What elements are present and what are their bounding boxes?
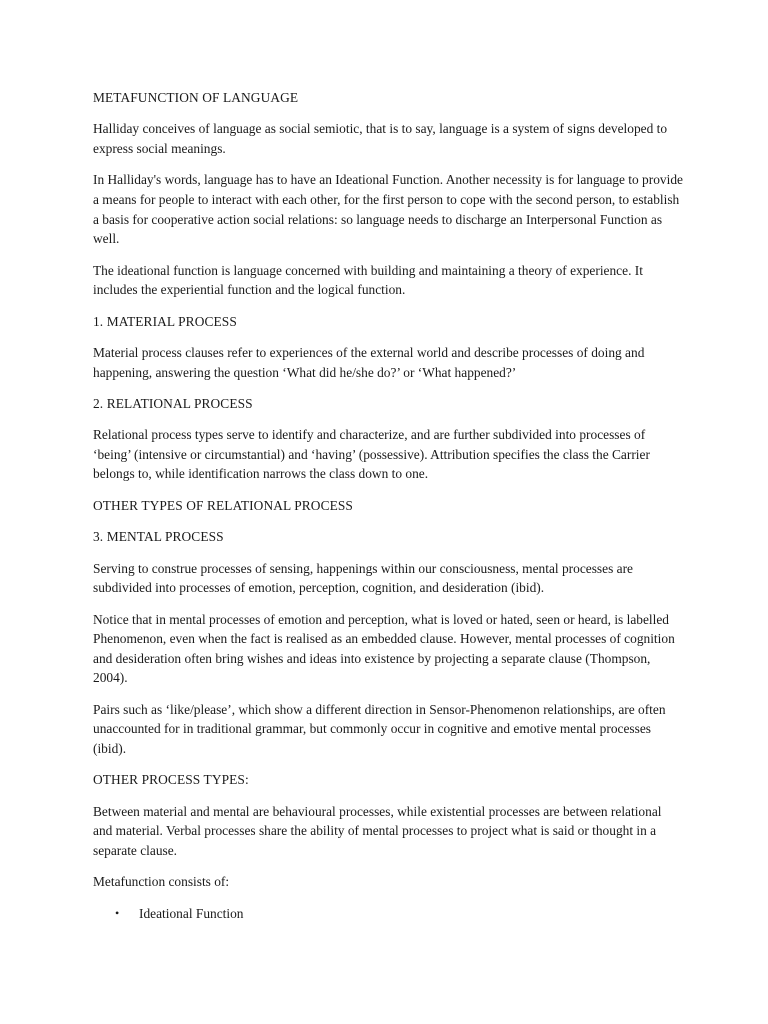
section-heading-relational: 2. RELATIONAL PROCESS: [93, 395, 253, 411]
document-title: METAFUNCTION OF LANGUAGE: [93, 90, 299, 105]
paragraph: Serving to construe processes of sensing, happenings within our consciousness, mental processes are subdivided into processes of emotion, perception, cognition, and desideration (ibid).: [93, 560, 633, 596]
section-heading-other-relational: OTHER TYPES OF RELATIONAL PROCESS: [93, 497, 353, 513]
list-item: [93, 904, 683, 924]
paragraph: In Halliday's words, language has to have an Ideational Function. Another necessity is for language to provide a means for people to interact with each other, for the first person to cope with the second person, to establish a basis for cooperative action social relations: so language needs to discharge an Interpersonal Function as well.: [93, 172, 683, 247]
section-heading-other-process: OTHER PROCESS TYPES:: [93, 772, 249, 788]
paragraph: Metafunction consists of:: [93, 874, 230, 890]
document-body: [93, 88, 683, 923]
section-heading-mental: 3. MENTAL PROCESS: [93, 529, 224, 545]
paragraph: Material process clauses refer to experiences of the external world and describe processes of doing and happening, answering the question ‘What did he/she do?’ or ‘What happened?’: [93, 344, 645, 380]
list-item-text: Ideational Function: [139, 905, 244, 921]
paragraph: Pairs such as ‘like/please’, which show a different direction in Sensor-Phenomenon relationships, are often unaccounted for in traditional grammar, but commonly occur in cognitive and emotive mental processes (ibid).: [93, 701, 666, 756]
section-heading-material: 1. MATERIAL PROCESS: [93, 313, 237, 329]
paragraph: Between material and mental are behavioural processes, while existential processes are between relational and material. Verbal processes share the ability of mental processes to project what is said or thought in a separate clause.: [93, 803, 662, 858]
bullet-list: [93, 904, 683, 924]
paragraph: Halliday conceives of language as social semiotic, that is to say, language is a system of signs developed to express social meanings.: [93, 121, 668, 156]
paragraph: The ideational function is language concerned with building and maintaining a theory of experience. It includes the experiential function and the logical function.: [93, 262, 643, 298]
paragraph: Relational process types serve to identify and characterize, and are further subdivided into processes of ‘being’ (intensive or circumstantial) and ‘having’ (possessive). Attribution specifies the class the Carrier belongs to, while identification narrows the class down to one.: [93, 427, 650, 482]
bullet-icon: •: [115, 905, 120, 920]
paragraph: Notice that in mental processes of emotion and perception, what is loved or hated, seen or heard, is labelled Phenomenon, even when the fact is realised as an embedded clause. However, mental processes of cognition and desideration often bring wishes and ideas into existence by projecting a separate clause (Thompson, 2004).: [93, 611, 675, 686]
